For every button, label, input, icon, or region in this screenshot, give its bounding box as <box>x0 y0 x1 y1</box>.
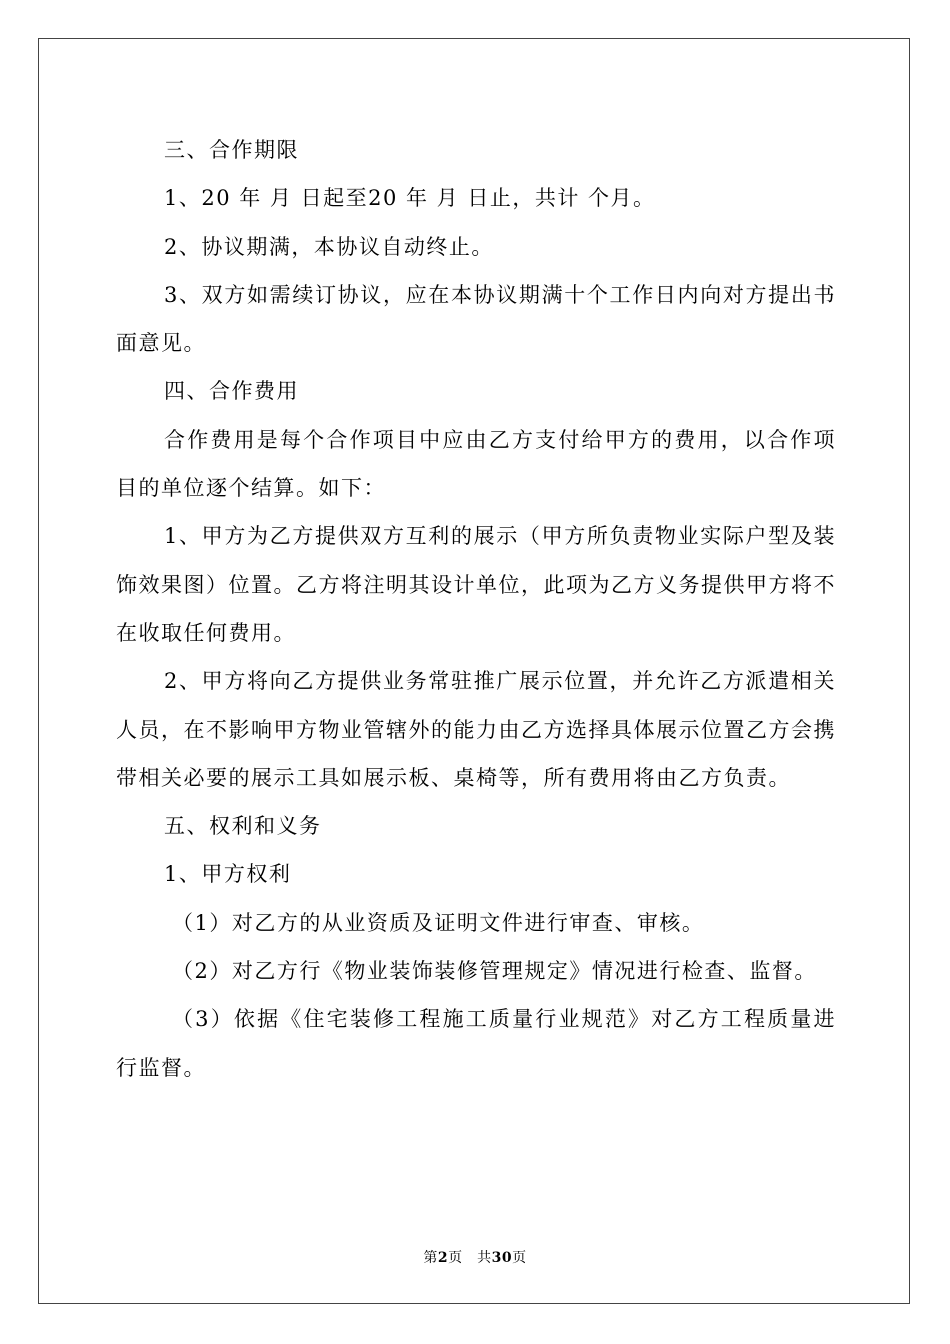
section-heading-term: 三、合作期限 <box>164 138 299 162</box>
page-footer <box>0 1247 950 1267</box>
fees-item-2: 2、甲方将向乙方提供业务常驻推广展示位置，并允许乙方派遣相关人员，在不影响甲方物业管辖外的能力由乙方选择具体展示位置乙方会携带相关必要的展示工具如展示板、桌椅等，所有费用将由乙方负责。 <box>116 669 836 790</box>
rights-item-3: （3）依据《住宅装修工程施工质量行业规范》对乙方工程质量进行监督。 <box>116 1007 836 1080</box>
section-heading-rights: 五、权利和义务 <box>164 814 322 839</box>
fees-item-1: 1、甲方为乙方提供双方互利的展示（甲方所负责物业实际户型及装饰效果图）位置。乙方将注明其设计单位，此项为乙方义务提供甲方将不在收取任何费用。 <box>116 524 836 645</box>
rights-subheading-party-a: 1、甲方权利 <box>164 862 292 887</box>
term-item-3: 3、双方如需续订协议，应在本协议期满十个工作日内向对方提出书面意见。 <box>116 282 836 356</box>
term-item-1: 1、20 年 月 日起至20 年 月 日止，共计 个月。 <box>164 186 656 211</box>
fees-intro: 合作费用是每个合作项目中应由乙方支付给甲方的费用，以合作项目的单位逐个结算。如下： <box>116 427 836 501</box>
rights-item-1: （1）对乙方的从业资质及证明文件进行审查、审核。 <box>172 910 705 935</box>
footer-suffix: 页 <box>512 1250 527 1266</box>
term-item-2: 2、协议期满，本协议自动终止。 <box>164 234 494 259</box>
footer-total-pages: 30 <box>491 1250 513 1266</box>
rights-item-2: （2）对乙方行《物业装饰装修管理规定》情况进行检查、监督。 <box>172 959 817 984</box>
footer-page-number: 2 <box>437 1250 449 1266</box>
section-heading-fees: 四、合作费用 <box>164 379 299 404</box>
footer-mid: 页 共 <box>448 1250 492 1266</box>
footer-prefix: 第 <box>423 1250 438 1266</box>
document-body <box>116 126 836 1092</box>
